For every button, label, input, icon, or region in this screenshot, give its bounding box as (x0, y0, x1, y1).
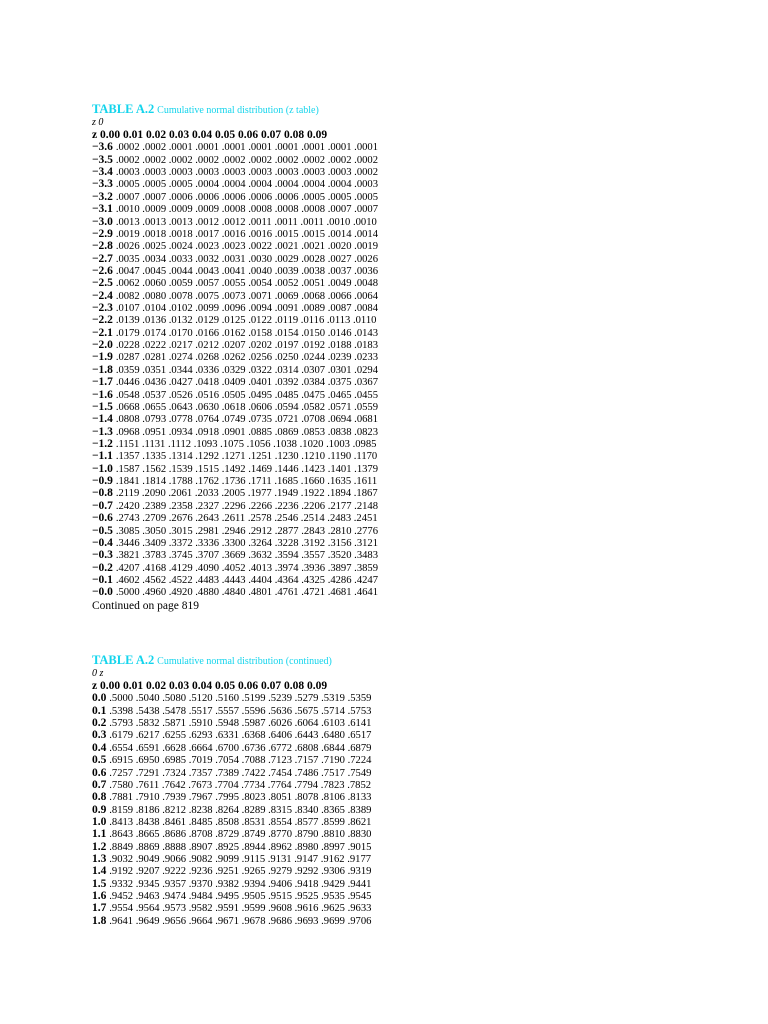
row-probabilities: .5000 .4960 .4920 .4880 .4840 .4801 .4761 .4721 .4681 .4641 (115, 587, 379, 599)
row-z-value: 1.3 (92, 853, 107, 866)
row-probabilities: .6179 .6217 .6255 .6293 .6331 .6368 .6406 .6443 .6480 .6517 (109, 730, 372, 742)
row-z-value: −0.9 (92, 475, 113, 488)
row-probabilities: .6554 .6591 .6628 .6664 .6700 .6736 .6772 .6808 .6844 .6879 (109, 742, 372, 754)
table-row (92, 389, 378, 401)
row-z-value: −1.7 (92, 376, 113, 389)
table-row (92, 178, 378, 190)
row-z-value: −3.4 (92, 166, 113, 179)
row-z-value: −2.4 (92, 289, 113, 302)
table-row (92, 586, 378, 598)
table-row (92, 729, 371, 741)
row-z-value: −2.5 (92, 277, 113, 290)
table-row (92, 364, 378, 376)
row-z-value: −2.8 (92, 240, 113, 253)
row-probabilities: .0007 .0007 .0006 .0006 .0006 .0006 .0006 .0005 .0005 .0005 (115, 191, 379, 203)
table-row (92, 500, 378, 512)
row-z-value: 0.2 (92, 717, 107, 730)
table-row (92, 413, 378, 425)
table-row (92, 902, 371, 914)
row-z-value: −1.8 (92, 363, 113, 376)
table-row (92, 290, 378, 302)
row-probabilities: .0668 .0655 .0643 .0630 .0618 .0606 .0594 .0582 .0571 .0559 (115, 401, 379, 413)
row-z-value: 0.0 (92, 692, 107, 705)
row-probabilities: .0808 .0793 .0778 .0764 .0749 .0735 .0721 .0708 .0694 .0681 (115, 414, 379, 426)
row-probabilities: .0019 .0018 .0018 .0017 .0016 .0016 .0015 .0015 .0014 .0014 (115, 228, 379, 240)
row-z-value: 1.6 (92, 890, 107, 903)
row-probabilities: .7580 .7611 .7642 .7673 .7704 .7734 .7764 .7794 .7823 .7852 (109, 779, 372, 791)
row-z-value: 1.5 (92, 877, 107, 890)
row-probabilities: .0107 .0104 .0102 .0099 .0096 .0094 .0091 .0089 .0087 .0084 (115, 303, 379, 315)
table-row (92, 216, 378, 228)
table-rows (92, 692, 371, 927)
row-z-value: 1.2 (92, 840, 107, 853)
table-row (92, 339, 378, 351)
table-row (92, 779, 371, 791)
row-probabilities: .0139 .0136 .0132 .0129 .0125 .0122 .0119 .0116 .0113 .0110 (115, 315, 377, 327)
table-row (92, 475, 378, 487)
table-row (92, 450, 378, 462)
row-z-value: −2.9 (92, 227, 113, 240)
row-z-value: −1.1 (92, 450, 113, 463)
table-row (92, 828, 371, 840)
row-probabilities: .0062 .0060 .0059 .0057 .0055 .0054 .0052 .0051 .0049 .0048 (115, 278, 379, 290)
table-row (92, 426, 378, 438)
continued-note: Continued on page 819 (92, 599, 199, 612)
row-z-value: −3.5 (92, 153, 113, 166)
row-z-value: 1.1 (92, 828, 107, 841)
table-row (92, 537, 378, 549)
table-row (92, 915, 371, 927)
row-z-value: −0.0 (92, 586, 113, 599)
row-probabilities: .0002 .0002 .0001 .0001 .0001 .0001 .0001 .0001 .0001 .0001 (115, 142, 379, 154)
row-probabilities: .9192 .9207 .9222 .9236 .9251 .9265 .9279 .9292 .9306 .9319 (109, 866, 372, 878)
row-probabilities: .3821 .3783 .3745 .3707 .3669 .3632 .3594 .3557 .3520 .3483 (115, 550, 379, 562)
table-row (92, 253, 378, 265)
row-z-value: −1.4 (92, 413, 113, 426)
table-row (92, 717, 371, 729)
table-row (92, 754, 371, 766)
table-subtitle: z 0 (92, 117, 104, 128)
row-probabilities: .8159 .8186 .8212 .8238 .8264 .8289 .8315 .8340 .8365 .8389 (109, 804, 372, 816)
table-title-text: Cumulative normal distribution (z table) (157, 105, 319, 116)
table-row (92, 890, 371, 902)
row-z-value: −0.5 (92, 524, 113, 537)
row-z-value: −2.7 (92, 252, 113, 265)
row-z-value: −3.2 (92, 190, 113, 203)
row-z-value: −2.0 (92, 339, 113, 352)
table-row (92, 562, 378, 574)
row-probabilities: .0359 .0351 .0344 .0336 .0329 .0322 .0314 .0307 .0301 .0294 (115, 364, 379, 376)
row-probabilities: .1841 .1814 .1788 .1762 .1736 .1711 .1685 .1660 .1635 .1611 (115, 476, 378, 488)
table-row (92, 154, 378, 166)
row-z-value: −0.4 (92, 536, 113, 549)
table-row (92, 314, 378, 326)
table-header: z 0.00 0.01 0.02 0.03 0.04 0.05 0.06 0.07 0.08 0.09 (92, 129, 328, 141)
row-z-value: −2.6 (92, 264, 113, 277)
table-title-text: Cumulative normal distribution (continued) (157, 656, 332, 667)
row-probabilities: .9641 .9649 .9656 .9664 .9671 .9678 .9686 .9693 .9699 .9706 (109, 915, 372, 927)
row-probabilities: .1587 .1562 .1539 .1515 .1492 .1469 .1446 .1423 .1401 .1379 (115, 463, 379, 475)
table-row (92, 574, 378, 586)
table-row (92, 240, 378, 252)
row-probabilities: .7257 .7291 .7324 .7357 .7389 .7422 .7454 .7486 .7517 .7549 (109, 767, 372, 779)
table-subtitle: 0 z (92, 668, 104, 679)
row-probabilities: .5793 .5832 .5871 .5910 .5948 .5987 .6026 .6064 .6103 .6141 (109, 718, 372, 730)
row-z-value: 1.0 (92, 815, 107, 828)
table-row (92, 742, 371, 754)
row-z-value: −0.8 (92, 487, 113, 500)
row-probabilities: .6915 .6950 .6985 .7019 .7054 .7088 .7123 .7157 .7190 .7224 (109, 755, 372, 767)
row-probabilities: .0179 .0174 .0170 .0166 .0162 .0158 .0154 .0150 .0146 .0143 (115, 327, 379, 339)
table-row (92, 228, 378, 240)
row-z-value: −2.3 (92, 302, 113, 315)
row-probabilities: .4602 .4562 .4522 .4483 .4443 .4404 .4364 .4325 .4286 .4247 (115, 574, 379, 586)
table-row (92, 327, 378, 339)
table-row (92, 191, 378, 203)
row-probabilities: .4207 .4168 .4129 .4090 .4052 .4013 .3974 .3936 .3897 .3859 (115, 562, 379, 574)
table-row (92, 302, 378, 314)
table-row (92, 487, 378, 499)
row-probabilities: .0005 .0005 .0005 .0004 .0004 .0004 .0004 .0004 .0004 .0003 (115, 179, 379, 191)
row-probabilities: .8643 .8665 .8686 .8708 .8729 .8749 .8770 .8790 .8810 .8830 (109, 829, 372, 841)
table-row (92, 816, 371, 828)
row-probabilities: .0228 .0222 .0217 .0212 .0207 .0202 .0197 .0192 .0188 .0183 (115, 340, 379, 352)
row-probabilities: .0010 .0009 .0009 .0009 .0008 .0008 .0008 .0008 .0007 .0007 (115, 204, 379, 216)
row-probabilities: .2119 .2090 .2061 .2033 .2005 .1977 .1949 .1922 .1894 .1867 (115, 488, 378, 500)
row-probabilities: .3085 .3050 .3015 .2981 .2946 .2912 .2877 .2843 .2810 .2776 (115, 525, 379, 537)
table-row (92, 841, 371, 853)
row-z-value: 1.7 (92, 902, 107, 915)
row-z-value: 0.4 (92, 741, 107, 754)
table-title (92, 652, 371, 668)
row-probabilities: .0548 .0537 .0526 .0516 .0505 .0495 .0485 .0475 .0465 .0455 (115, 389, 379, 401)
row-probabilities: .9554 .9564 .9573 .9582 .9591 .9599 .9608 .9616 .9625 .9633 (109, 903, 372, 915)
row-z-value: 0.5 (92, 754, 107, 767)
row-probabilities: .0287 .0281 .0274 .0268 .0262 .0256 .0250 .0244 .0239 .0233 (115, 352, 379, 364)
row-z-value: 1.8 (92, 914, 107, 927)
table-row (92, 692, 371, 704)
row-probabilities: .8849 .8869 .8888 .8907 .8925 .8944 .8962 .8980 .8997 .9015 (109, 841, 372, 853)
table-row (92, 512, 378, 524)
row-probabilities: .0082 .0080 .0078 .0075 .0073 .0071 .0069 .0068 .0066 .0064 (115, 290, 379, 302)
row-probabilities: .1357 .1335 .1314 .1292 .1271 .1251 .1230 .1210 .1190 .1170 (115, 451, 378, 463)
row-probabilities: .0003 .0003 .0003 .0003 .0003 .0003 .0003 .0003 .0003 .0002 (115, 167, 379, 179)
table-row (92, 265, 378, 277)
row-probabilities: .9032 .9049 .9066 .9082 .9099 .9115 .9131 .9147 .9162 .9177 (109, 854, 372, 866)
table-row (92, 865, 371, 877)
row-z-value: 0.7 (92, 778, 107, 791)
row-z-value: −0.3 (92, 549, 113, 562)
row-z-value: −1.0 (92, 462, 113, 475)
row-probabilities: .3446 .3409 .3372 .3336 .3300 .3264 .3228 .3192 .3156 .3121 (115, 537, 379, 549)
row-z-value: −3.3 (92, 178, 113, 191)
table-header: z 0.00 0.01 0.02 0.03 0.04 0.05 0.06 0.07 0.08 0.09 (92, 680, 328, 692)
row-z-value: −0.6 (92, 512, 113, 525)
table-row (92, 878, 371, 890)
row-z-value: −3.6 (92, 141, 113, 154)
row-z-value: −2.1 (92, 326, 113, 339)
row-z-value: −1.9 (92, 351, 113, 364)
table-row (92, 549, 378, 561)
table-row (92, 166, 378, 178)
row-z-value: 1.4 (92, 865, 107, 878)
row-z-value: 0.8 (92, 791, 107, 804)
row-z-value: 0.1 (92, 704, 107, 717)
table-title-label: TABLE A.2 (92, 653, 155, 667)
row-probabilities: .1151 .1131 .1112 .1093 .1075 .1056 .1038 .1020 .1003 .0985 (115, 438, 377, 450)
row-z-value: 0.3 (92, 729, 107, 742)
table-rows (92, 141, 378, 598)
table-row (92, 203, 378, 215)
row-probabilities: .0035 .0034 .0033 .0032 .0031 .0030 .0029 .0028 .0027 .0026 (115, 253, 379, 265)
row-z-value: −1.6 (92, 388, 113, 401)
table-title-label: TABLE A.2 (92, 102, 155, 116)
table-positive-z (92, 652, 371, 927)
row-z-value: −1.3 (92, 425, 113, 438)
row-z-value: −1.5 (92, 400, 113, 413)
row-probabilities: .7881 .7910 .7939 .7967 .7995 .8023 .8051 .8078 .8106 .8133 (109, 792, 372, 804)
table-negative-z (92, 101, 378, 612)
row-probabilities: .0047 .0045 .0044 .0043 .0041 .0040 .0039 .0038 .0037 .0036 (115, 265, 379, 277)
row-probabilities: .5398 .5438 .5478 .5517 .5557 .5596 .5636 .5675 .5714 .5753 (109, 705, 372, 717)
row-z-value: −3.1 (92, 203, 113, 216)
row-z-value: −2.2 (92, 314, 113, 327)
table-row (92, 463, 378, 475)
table-row (92, 767, 371, 779)
row-probabilities: .0013 .0013 .0013 .0012 .0012 .0011 .0011 .0011 .0010 .0010 (115, 216, 377, 228)
table-row (92, 853, 371, 865)
row-probabilities: .0968 .0951 .0934 .0918 .0901 .0885 .0869 .0853 .0838 .0823 (115, 426, 379, 438)
row-z-value: 0.6 (92, 766, 107, 779)
row-probabilities: .9452 .9463 .9474 .9484 .9495 .9505 .9515 .9525 .9535 .9545 (109, 891, 372, 903)
table-row (92, 141, 378, 153)
row-z-value: 0.9 (92, 803, 107, 816)
row-probabilities: .0002 .0002 .0002 .0002 .0002 .0002 .0002 .0002 .0002 .0002 (115, 154, 379, 166)
row-z-value: −0.1 (92, 573, 113, 586)
row-z-value: −1.2 (92, 437, 113, 450)
row-probabilities: .9332 .9345 .9357 .9370 .9382 .9394 .9406 .9418 .9429 .9441 (109, 878, 372, 890)
table-title (92, 101, 378, 117)
row-probabilities: .2743 .2709 .2676 .2643 .2611 .2578 .2546 .2514 .2483 .2451 (115, 513, 378, 525)
row-probabilities: .5000 .5040 .5080 .5120 .5160 .5199 .5239 .5279 .5319 .5359 (109, 693, 372, 705)
row-z-value: −3.0 (92, 215, 113, 228)
row-probabilities: .0446 .0436 .0427 .0418 .0409 .0401 .0392 .0384 .0375 .0367 (115, 377, 379, 389)
row-z-value: −0.2 (92, 561, 113, 574)
table-row (92, 438, 378, 450)
row-probabilities: .2420 .2389 .2358 .2327 .2296 .2266 .2236 .2206 .2177 .2148 (115, 500, 379, 512)
row-z-value: −0.7 (92, 499, 113, 512)
table-row (92, 401, 378, 413)
table-row (92, 277, 378, 289)
table-row (92, 351, 378, 363)
table-row (92, 791, 371, 803)
table-row (92, 804, 371, 816)
row-probabilities: .0026 .0025 .0024 .0023 .0023 .0022 .0021 .0021 .0020 .0019 (115, 241, 379, 253)
table-row (92, 376, 378, 388)
table-row (92, 705, 371, 717)
row-probabilities: .8413 .8438 .8461 .8485 .8508 .8531 .8554 .8577 .8599 .8621 (109, 816, 372, 828)
table-row (92, 525, 378, 537)
